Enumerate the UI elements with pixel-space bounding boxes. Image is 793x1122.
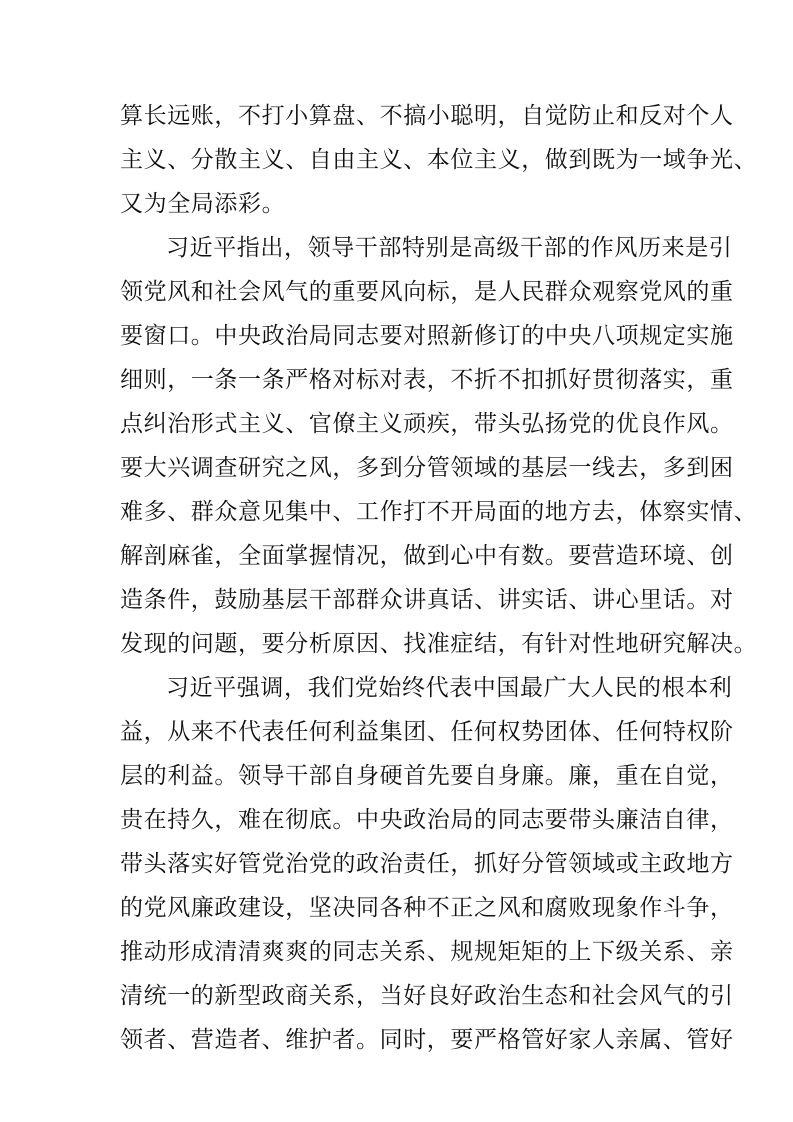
text-line: 细则，一条一条严格对标对表，不折不扣抓好贯彻落实，重 [120, 367, 734, 393]
text-line: 点纠治形式主义、官僚主义顽疾，带头弘扬党的优良作风。 [120, 411, 734, 437]
text-line: 又为全局添彩。 [120, 191, 286, 217]
text-line: 算长远账，不打小算盘、不搞小聪明，自觉防止和反对个人 [120, 103, 734, 129]
paragraph-first-line: 习近平指出，领导干部特别是高级干部的作风历来是引 [166, 235, 733, 261]
paragraph-first-line: 习近平强调，我们党始终代表中国最广大人民的根本利 [166, 675, 733, 701]
text-line: 难多、群众意见集中、工作打不开局面的地方去，体察实情、 [120, 499, 758, 525]
text-line: 益，从来不代表任何利益集团、任何权势团体、任何特权阶 [120, 719, 734, 745]
text-line: 发现的问题，要分析原因、找准症结，有针对性地研究解决。 [120, 631, 758, 657]
text-line: 贵在持久，难在彻底。中央政治局的同志要带头廉洁自律， [120, 807, 734, 833]
text-line: 层的利益。领导干部自身硬首先要自身廉。廉，重在自觉， [120, 763, 734, 789]
text-line: 造条件，鼓励基层干部群众讲真话、讲实话、讲心里话。对 [120, 587, 734, 613]
text-line: 要窗口。中央政治局同志要对照新修订的中央八项规定实施 [120, 323, 734, 349]
text-line: 主义、分散主义、自由主义、本位主义，做到既为一域争光、 [120, 147, 758, 173]
text-line: 清统一的新型政商关系，当好良好政治生态和社会风气的引 [120, 983, 734, 1009]
text-line: 带头落实好管党治党的政治责任，抓好分管领域或主政地方 [120, 851, 734, 877]
text-line: 推动形成清清爽爽的同志关系、规规矩矩的上下级关系、亲 [120, 939, 734, 965]
text-line: 要大兴调查研究之风，多到分管领域的基层一线去，多到困 [120, 455, 734, 481]
text-line: 解剖麻雀，全面掌握情况，做到心中有数。要营造环境、创 [120, 543, 734, 569]
text-line: 领者、营造者、维护者。同时，要严格管好家人亲属、管好 [120, 1027, 734, 1053]
text-line: 的党风廉政建设，坚决同各种不正之风和腐败现象作斗争， [120, 895, 734, 921]
text-line: 领党风和社会风气的重要风向标，是人民群众观察党风的重 [120, 279, 734, 305]
